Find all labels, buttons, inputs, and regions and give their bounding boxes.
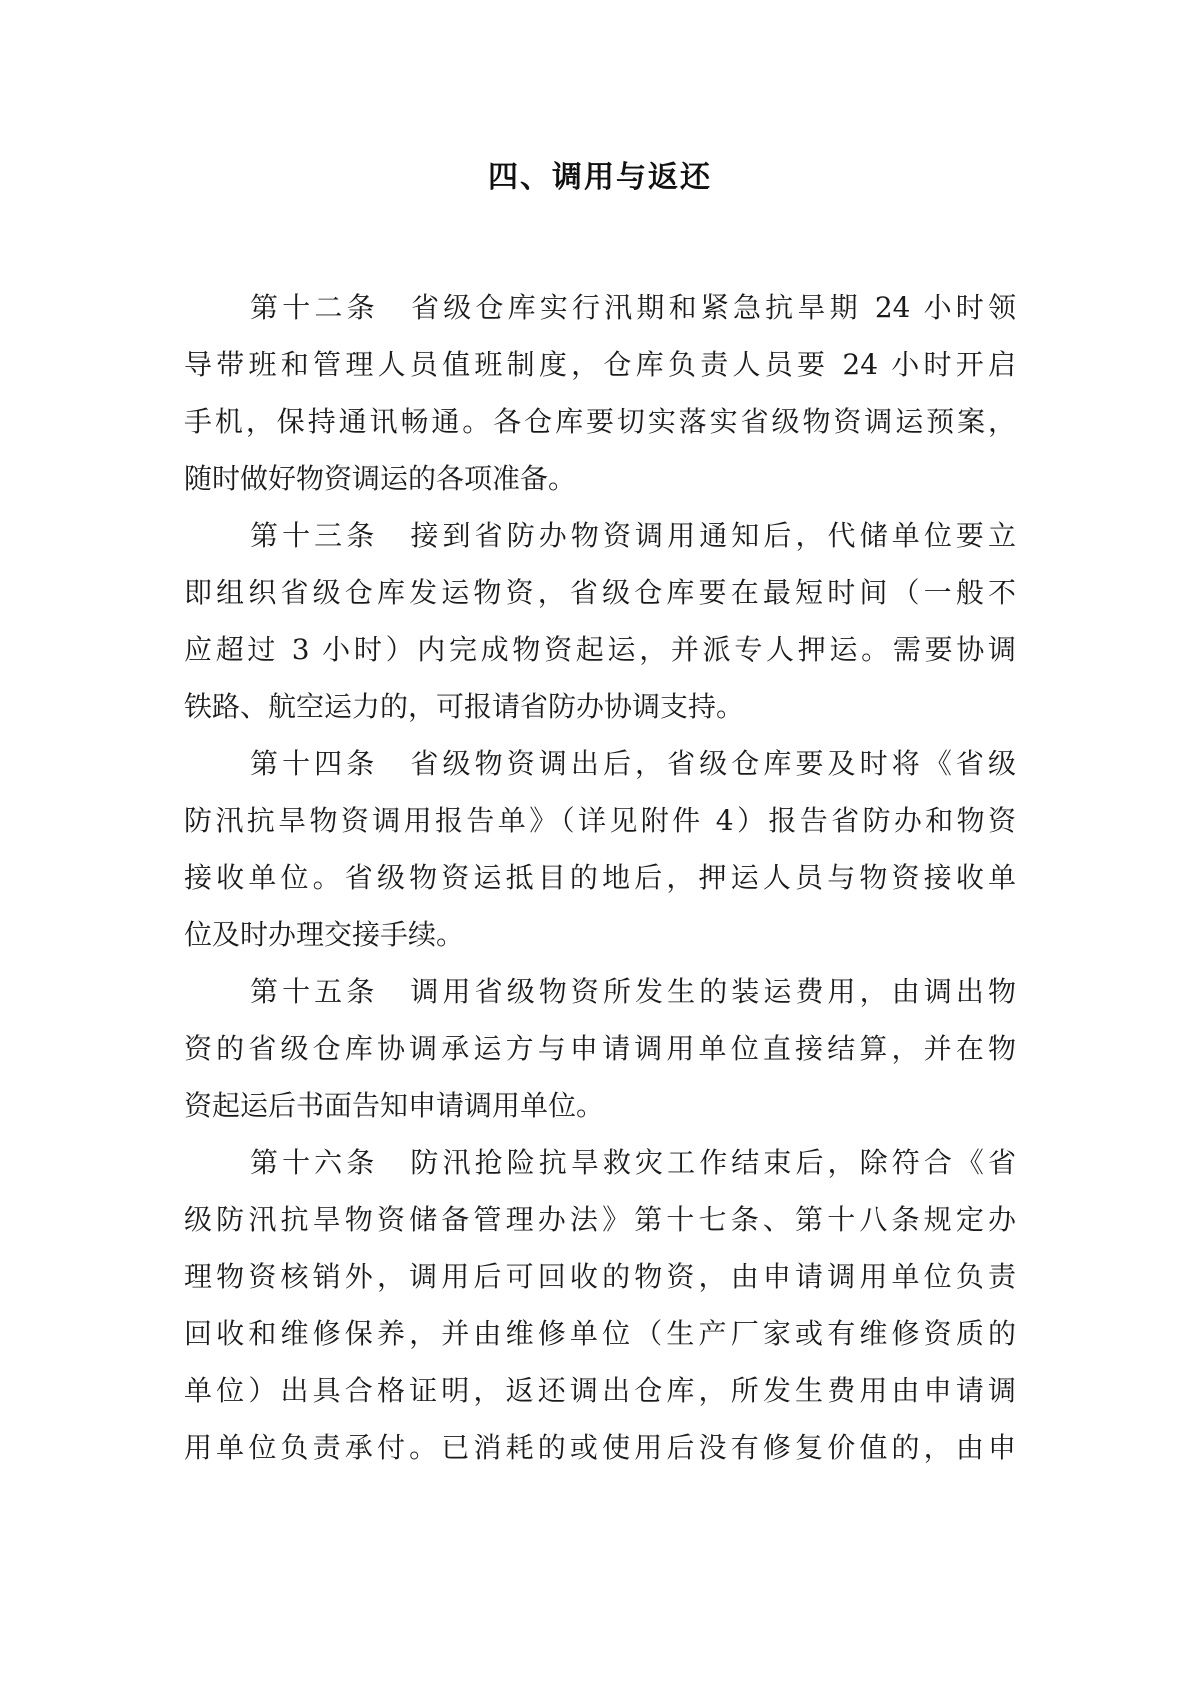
article-15-line-2: 资的省级仓库协调承运方与申请调用单位直接结算，并在物 — [184, 1032, 1016, 1065]
article-12-line-1: 第十二条 省级仓库实行汛期和紧急抗旱期 24 小时领 — [250, 291, 1016, 324]
article-14-line-3: 接收单位。省级物资运抵目的地后，押运人员与物资接收单 — [184, 861, 1016, 894]
article-16-line-5: 单位）出具合格证明，返还调出仓库，所发生费用由申请调 — [184, 1374, 1016, 1407]
article-13-line-3: 应超过 3 小时）内完成物资起运，并派专人押运。需要协调 — [184, 633, 1016, 666]
article-12-line-2: 导带班和管理人员值班制度，仓库负责人员要 24 小时开启 — [184, 348, 1016, 381]
article-12-line-3: 手机，保持通讯畅通。各仓库要切实落实省级物资调运预案， — [184, 405, 1016, 438]
section-title: 四、调用与返还 — [488, 160, 712, 195]
article-16-line-4: 回收和维修保养，并由维修单位（生产厂家或有维修资质的 — [184, 1317, 1016, 1350]
article-13-line-1: 第十三条 接到省防办物资调用通知后，代储单位要立 — [250, 519, 1016, 552]
article-15-line-3: 资起运后书面告知申请调用单位。 — [184, 1089, 605, 1122]
article-16-line-3: 理物资核销外，调用后可回收的物资，由申请调用单位负责 — [184, 1260, 1016, 1293]
article-12-line-4: 随时做好物资调运的各项准备。 — [184, 462, 577, 495]
article-14-line-4: 位及时办理交接手续。 — [184, 918, 465, 951]
article-16-line-6: 用单位负责承付。已消耗的或使用后没有修复价值的，由申 — [184, 1431, 1016, 1464]
article-13-line-2: 即组织省级仓库发运物资，省级仓库要在最短时间（一般不 — [184, 576, 1016, 609]
article-16-line-2: 级防汛抗旱物资储备管理办法》第十七条、第十八条规定办 — [184, 1203, 1016, 1236]
article-13-line-4: 铁路、航空运力的，可报请省防办协调支持。 — [184, 690, 745, 723]
article-14-line-1: 第十四条 省级物资调出后，省级仓库要及时将《省级 — [250, 747, 1016, 780]
article-14-line-2: 防汛抗旱物资调用报告单》（详见附件 4）报告省防办和物资 — [184, 804, 1016, 837]
article-16-line-1: 第十六条 防汛抢险抗旱救灾工作结束后，除符合《省 — [250, 1146, 1016, 1179]
article-15-line-1: 第十五条 调用省级物资所发生的装运费用，由调出物 — [250, 975, 1016, 1008]
